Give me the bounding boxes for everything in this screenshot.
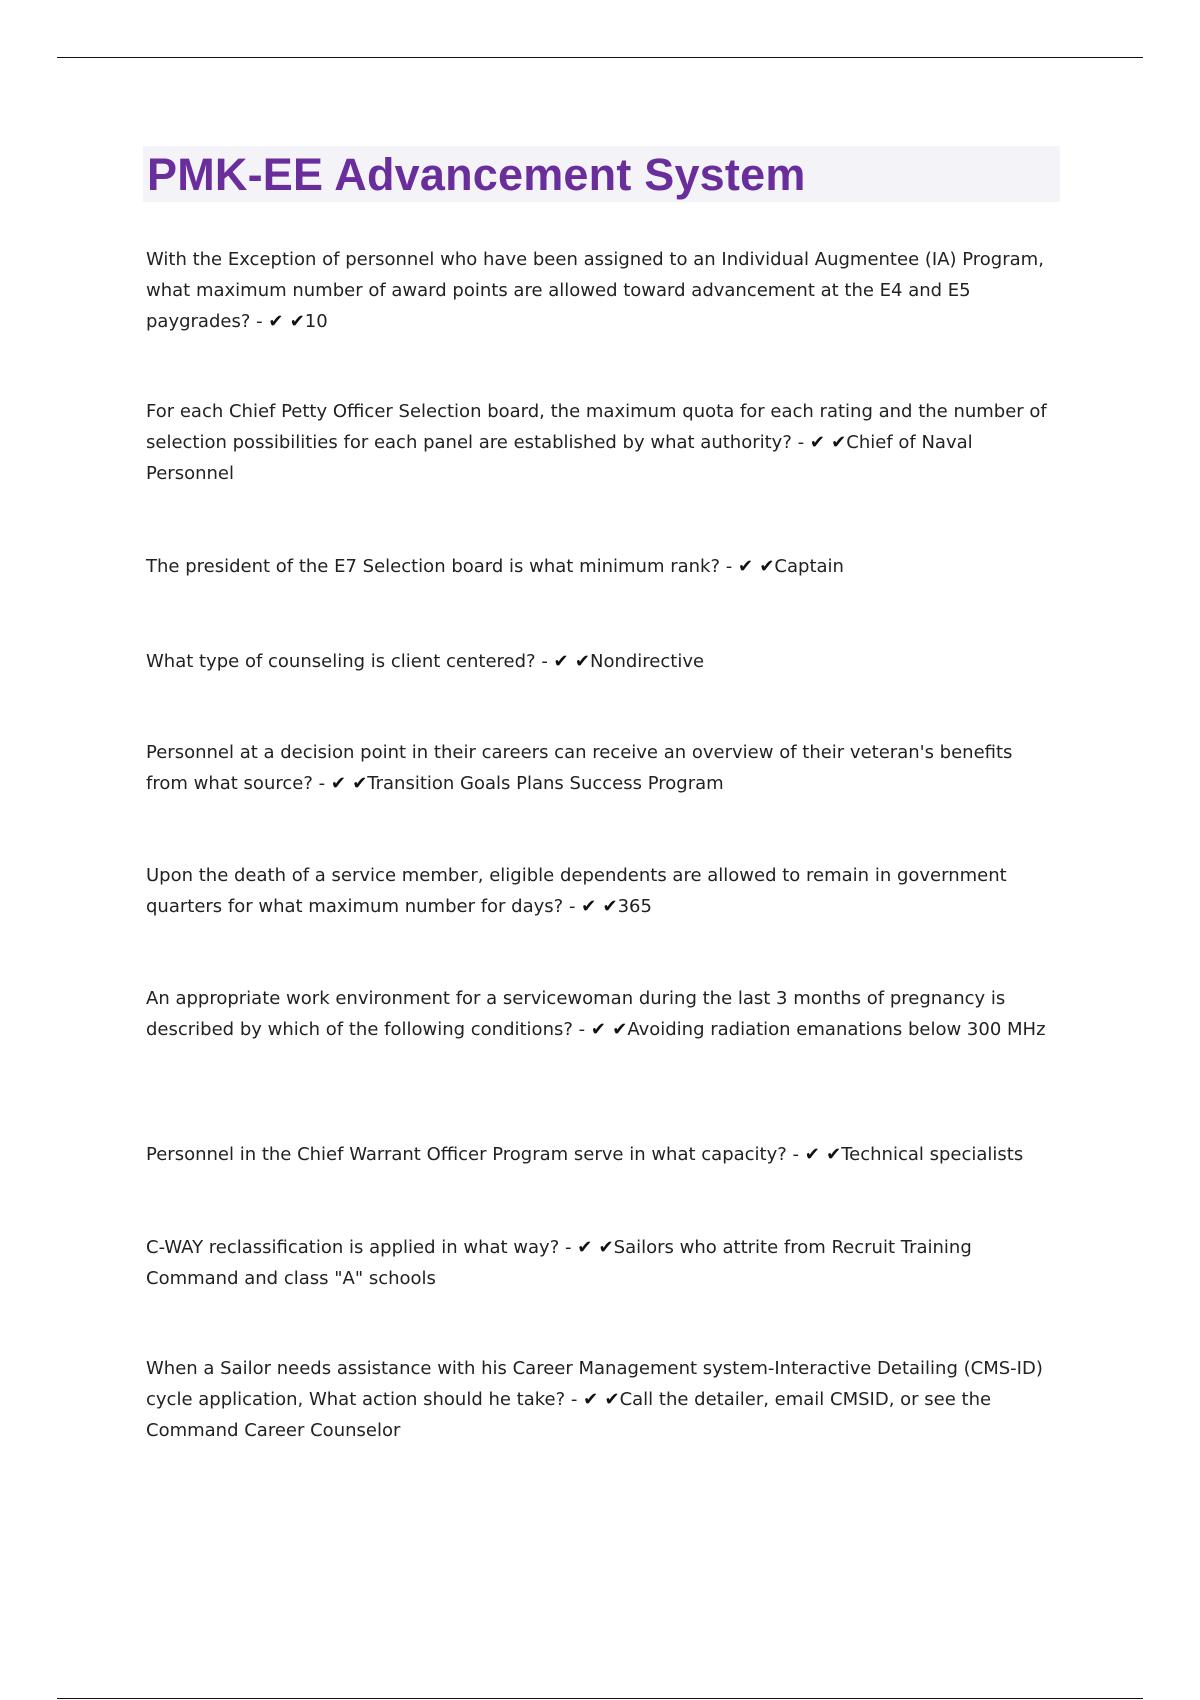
question-text: C-WAY reclassification is applied in what way? (146, 1237, 560, 1258)
separator: - (572, 1019, 591, 1040)
separator: - (791, 432, 810, 453)
separator: - (565, 1389, 584, 1410)
page-title: PMK-EE Advancement System (147, 148, 806, 200)
double-check-icon: ✔ ✔ (268, 311, 305, 332)
question-text: Personnel at a decision point in their careers can receive an overview of their veteran's benefits from what source? (146, 742, 1013, 794)
title-banner (143, 146, 1060, 202)
question-text: When a Sailor needs assistance with his Career Management system-Interactive Detailing (CMS-ID) cycle application, What action should he take? (146, 1358, 1043, 1410)
qa-item-8 (146, 1139, 1056, 1170)
question-text: The president of the E7 Selection board is what minimum rank? (146, 556, 721, 577)
question-text: Upon the death of a service member, eligible dependents are allowed to remain in government quarters for what maximum number for days? (146, 865, 1007, 917)
answer-text: Call the detailer, email CMSID, or see the Command Career Counselor (146, 1389, 992, 1441)
double-check-icon: ✔ ✔ (809, 432, 847, 453)
double-check-icon: ✔ ✔ (737, 556, 775, 577)
bottom-rule (57, 1698, 1143, 1699)
qa-item-4 (146, 646, 1056, 677)
answer-text: Captain (774, 556, 844, 577)
separator: - (250, 311, 269, 332)
answer-text: Transition Goals Plans Success Program (367, 773, 724, 794)
double-check-icon: ✔ ✔ (553, 651, 590, 672)
qa-item-1 (146, 244, 1056, 337)
answer-text: 365 (617, 896, 652, 917)
qa-item-3 (146, 551, 1056, 582)
answer-text: Avoiding radiation emanations below 300 MHz (627, 1019, 1046, 1040)
separator: - (786, 1144, 805, 1165)
question-text: Personnel in the Chief Warrant Officer Program serve in what capacity? (146, 1144, 787, 1165)
qa-item-10 (146, 1353, 1056, 1446)
separator: - (720, 556, 738, 577)
double-check-icon: ✔ ✔ (581, 896, 618, 917)
qa-item-9 (146, 1232, 1056, 1294)
answer-text: Chief of Naval Personnel (146, 432, 973, 484)
double-check-icon: ✔ ✔ (577, 1237, 614, 1258)
top-rule (57, 57, 1143, 58)
separator: - (312, 773, 331, 794)
question-text: For each Chief Petty Officer Selection board, the maximum quota for each rating and the number of selection possibilities for each panel are established by what authority? (146, 401, 1047, 453)
question-text: What type of counseling is client centered? (146, 651, 536, 672)
qa-item-6 (146, 860, 1056, 922)
qa-item-7 (146, 983, 1056, 1045)
double-check-icon: ✔ ✔ (583, 1389, 620, 1410)
separator: - (563, 896, 582, 917)
double-check-icon: ✔ ✔ (804, 1144, 842, 1165)
answer-text: Nondirective (589, 651, 705, 672)
answer-text: Sailors who attrite from Recruit Training Command and class "A" schools (146, 1237, 972, 1289)
double-check-icon: ✔ ✔ (590, 1019, 628, 1040)
double-check-icon: ✔ ✔ (330, 773, 368, 794)
separator: - (559, 1237, 578, 1258)
question-text: With the Exception of personnel who have been assigned to an Individual Augmentee (IA) Program, what maximum number of award points are allowed toward advancement at the E4 and E5 paygrades? (146, 249, 1044, 332)
answer-text: Technical specialists (841, 1144, 1024, 1165)
qa-item-5 (146, 737, 1056, 799)
answer-text: 10 (304, 311, 328, 332)
separator: - (535, 651, 554, 672)
question-text: An appropriate work environment for a servicewoman during the last 3 months of pregnancy is described by which of the following conditions? (146, 988, 1006, 1040)
qa-item-2 (146, 396, 1056, 489)
